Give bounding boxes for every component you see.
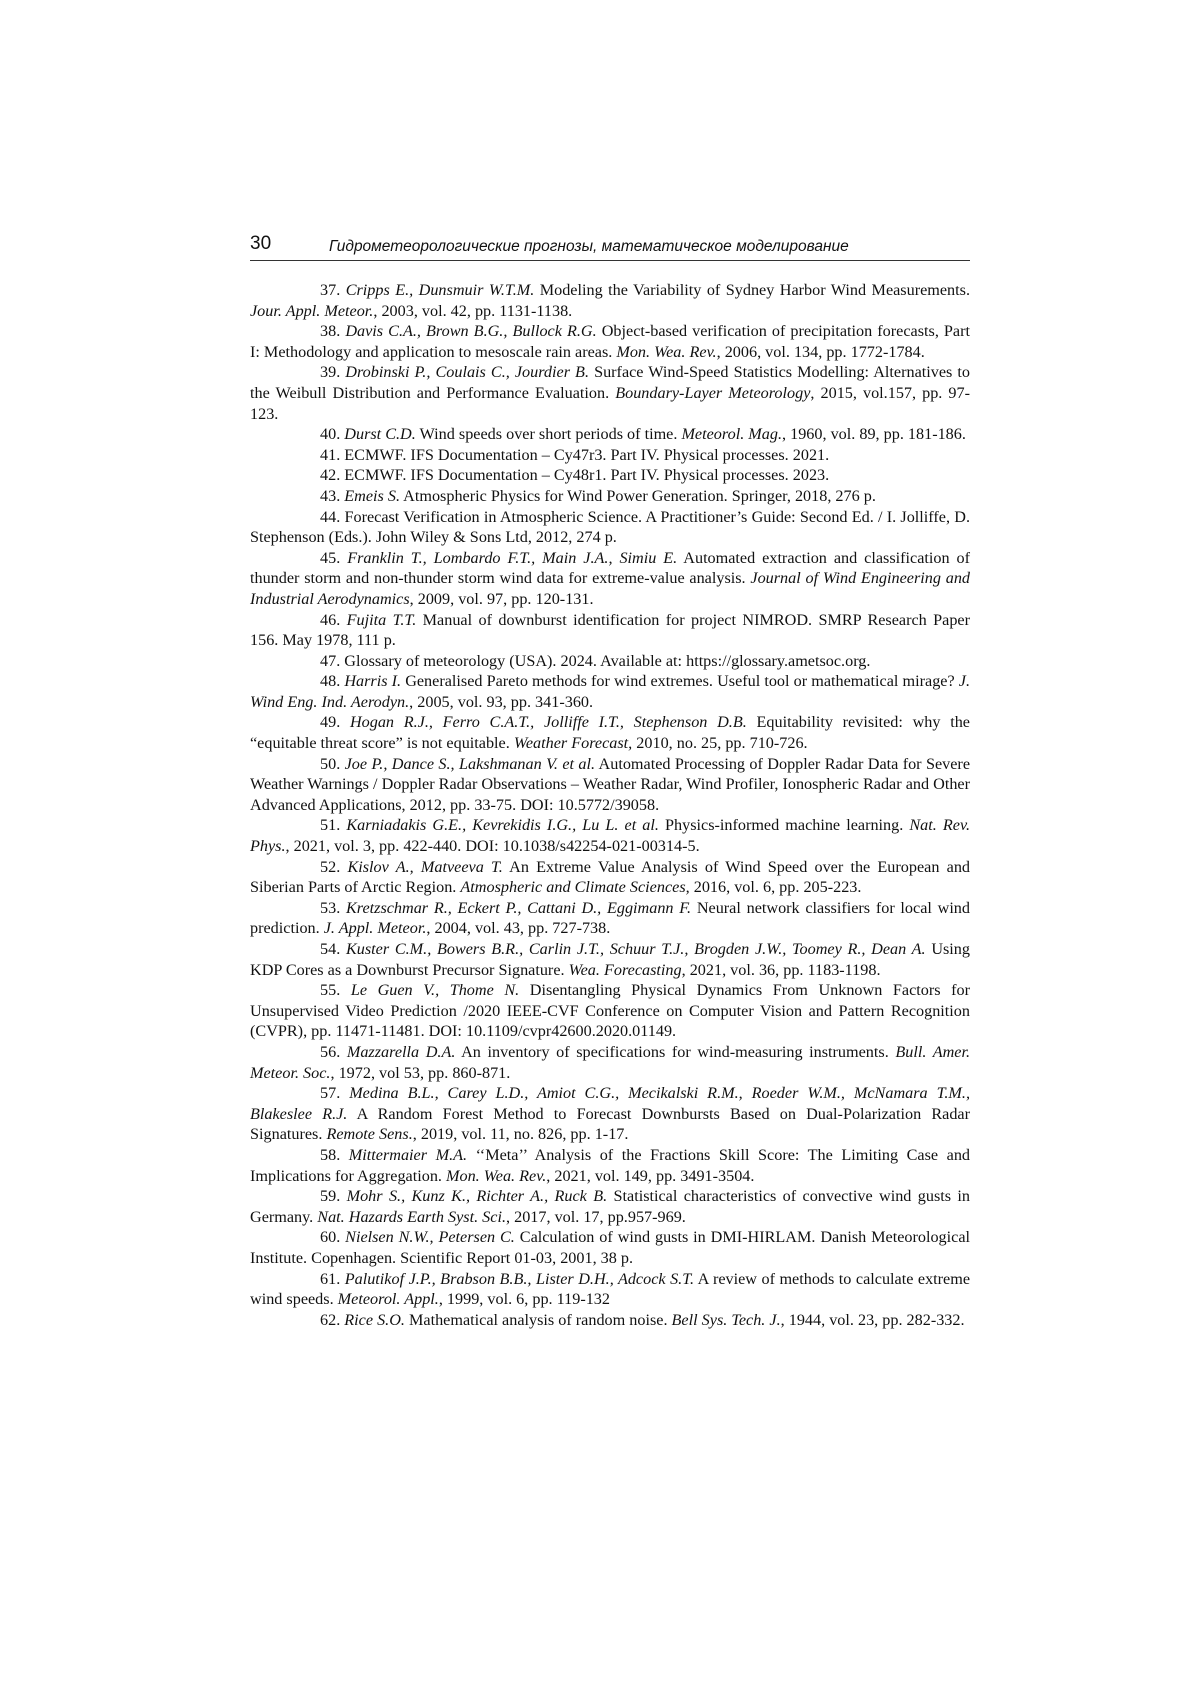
reference-authors: Cripps E., Dunsmuir W.T.M. [345, 281, 535, 299]
reference-authors: Emeis S. [344, 486, 401, 505]
reference-source: Boundary-Layer Meteorology [615, 383, 811, 402]
reference-title: Wind speeds over short periods of time. [415, 425, 682, 444]
reference-title: ECMWF. IFS Documentation – Cy48r1. Part IV. Physical processes. 2023. [340, 466, 830, 485]
reference-title: Glossary of meteorology (USA). 2024. Available at: https://glossary.ametsoc.org. [340, 651, 871, 670]
reference-title: ECMWF. IFS Documentation – Cy47r3. Part IV. Physical processes. 2021. [340, 445, 830, 464]
reference-details: , 1999, vol. 6, pp. 119-132 [438, 1290, 610, 1309]
reference-item [250, 610, 970, 651]
reference-number: 37. [320, 281, 341, 299]
reference-item [250, 1310, 970, 1331]
reference-authors: Le Guen V., Thome N. [350, 981, 520, 1000]
reference-title: Mathematical analysis of random noise. [404, 1310, 672, 1329]
reference-item [250, 486, 970, 507]
reference-item [250, 980, 970, 1042]
reference-number: 48. [320, 672, 341, 691]
reference-item [250, 754, 970, 816]
reference-number: 42. [320, 466, 341, 485]
reference-number: 45. [320, 548, 341, 567]
reference-number: 43. [320, 486, 341, 505]
reference-number: 50. [320, 754, 341, 773]
reference-details: , 1960, vol. 89, pp. 181-186. [782, 425, 966, 444]
reference-item [250, 857, 970, 898]
reference-source: Meteorol. Appl. [337, 1290, 439, 1309]
page-header [250, 233, 970, 261]
reference-details: , 2021, vol. 3, pp. 422-440. DOI: 10.1038/s42254-021-00314-5. [285, 837, 700, 856]
reference-item [250, 280, 970, 321]
reference-authors: Karniadakis G.E., Kevrekidis I.G., Lu L. et al. [346, 816, 659, 835]
reference-item [250, 1145, 970, 1186]
reference-details: , 2003, vol. 42, pp. 1131-1138. [373, 301, 573, 320]
reference-item [250, 815, 970, 856]
reference-item [250, 1186, 970, 1227]
reference-item [250, 424, 970, 445]
reference-authors: Kislov A., Matveeva T. [347, 857, 503, 876]
reference-title: Neural network classifiers for local wind prediction. [250, 898, 970, 938]
reference-item [250, 548, 970, 610]
reference-source: Journal of Wind Engineering and Industrial Aerodynamics [250, 569, 971, 608]
reference-title: Automated extraction and classification of thunder storm and non-thunder storm wind data for extreme-value analysis. [250, 548, 971, 588]
reference-authors: Rice S.O. [344, 1310, 405, 1329]
reference-details: 2016, vol. 6, pp. 205-223. [689, 878, 862, 897]
reference-source: Remote Sens. [326, 1125, 413, 1144]
reference-title: Physics-informed machine learning. [658, 816, 910, 835]
reference-source: J. Appl. Meteor. [323, 919, 427, 938]
reference-source: Wea. Forecasting [568, 960, 682, 979]
reference-item [250, 671, 970, 712]
reference-details: , 2005, vol. 93, pp. 341-360. [409, 692, 594, 711]
reference-authors: Mohr S., Kunz K., Richter A., Ruck B. [346, 1187, 608, 1206]
reference-title: ‘‘Meta’’ Analysis of the Fractions Skill Score: The Limiting Case and Implications for Aggregation. [250, 1145, 971, 1185]
reference-item [250, 939, 970, 980]
reference-item [250, 465, 970, 486]
reference-item [250, 712, 970, 753]
reference-title: An inventory of specifications for wind-measuring instruments. [455, 1042, 896, 1061]
reference-details: , 1972, vol 53, pp. 860-871. [330, 1063, 511, 1082]
reference-source: J. Wind Eng. Ind. Aerodyn. [250, 672, 970, 711]
reference-source: Nat. Hazards Earth Syst. Sci. [317, 1207, 506, 1226]
reference-details: , 2021, vol. 36, pp. 1183-1198. [681, 960, 881, 979]
reference-title: Object-based verification of precipitation forecasts, Part I: Methodology and application to mesoscale rain areas. [250, 322, 971, 361]
reference-title: Forecast Verification in Atmospheric Science. A Practitioner’s Guide: Second Ed. / I. Jolliffe, D. Stephenson (Eds.). John Wiley & Sons Ltd, 2012, 274 p. [250, 507, 970, 547]
reference-number: 53. [320, 898, 341, 917]
reference-item [250, 321, 970, 362]
reference-authors: Kretzschmar R., Eckert P., Cattani D., Eggimann F. [345, 898, 692, 917]
reference-item [250, 445, 970, 466]
reference-item [250, 1042, 970, 1083]
reference-item [250, 1269, 970, 1310]
reference-authors: Mazzarella D.A. [346, 1042, 456, 1061]
reference-details: , 2009, vol. 97, pp. 120-131. [409, 589, 594, 608]
reference-item [250, 507, 970, 548]
reference-item [250, 651, 970, 672]
reference-authors: Mittermaier M.A. [348, 1145, 468, 1164]
reference-title: Atmospheric Physics for Wind Power Generation. Springer, 2018, 276 p. [400, 486, 876, 505]
reference-details: , 1944, vol. 23, pp. 282-332. [780, 1310, 965, 1329]
reference-number: 44. [320, 507, 341, 526]
running-title: Гидрометеорологические прогнозы, математическое моделирование [329, 238, 849, 255]
reference-source: Jour. Appl. Meteor. [250, 301, 374, 320]
reference-item [250, 1227, 970, 1268]
reference-source: Bell Sys. Tech. J. [671, 1310, 781, 1329]
reference-number: 60. [320, 1228, 341, 1247]
reference-authors: Hogan R.J., Ferro C.A.T., Jolliffe I.T., Stephenson D.B. [349, 713, 747, 732]
reference-details: , 2019, vol. 11, no. 826, pp. 1-17. [412, 1125, 629, 1144]
reference-authors: Durst C.D. [344, 425, 416, 444]
reference-details: , 2017, vol. 17, pp.957-969. [506, 1207, 686, 1226]
reference-authors: Kuster C.M., Bowers B.R., Carlin J.T., Schuur T.J., Brogden J.W., Toomey R., Dean A. [345, 940, 926, 958]
reference-number: 58. [320, 1145, 341, 1164]
reference-authors: Nielsen N.W., Petersen C. [345, 1228, 515, 1247]
reference-number: 61. [320, 1269, 341, 1288]
reference-title: A review of methods to calculate extreme wind speeds. [250, 1269, 971, 1309]
reference-title: An Extreme Value Analysis of Wind Speed over the European and Siberian Parts of Arctic Region. [250, 857, 971, 897]
reference-title: Calculation of wind gusts in DMI-HIRLAM. Danish Meteorological Institute. Copenhagen. Scientific Report 01-03, 2001, 38 p. [250, 1228, 971, 1267]
reference-number: 56. [320, 1042, 341, 1061]
reference-details: 2010, no. 25, pp. 710-726. [632, 734, 808, 753]
reference-title: A Random Forest Method to Forecast Downbursts Based on Dual-Polarization Radar Signatures. [250, 1104, 970, 1144]
reference-details: , 2021, vol. 149, pp. 3491-3504. [546, 1166, 755, 1185]
reference-number: 52. [320, 857, 341, 876]
reference-number: 54. [320, 940, 341, 958]
reference-source: Atmospheric and Climate Sciences, [460, 878, 690, 897]
reference-title: Surface Wind-Speed Statistics Modelling: Alternatives to the Weibull Distribution and Performance Evaluation. [250, 363, 970, 402]
reference-number: 38. [320, 322, 341, 341]
page-number: 30 [250, 233, 272, 254]
reference-item [250, 362, 970, 424]
reference-number: 59. [320, 1187, 341, 1206]
reference-title: Automated Processing of Doppler Radar Data for Severe Weather Warnings / Doppler Radar Observations – Weather Radar, Wind Profiler, Ionospheric Radar and Other Advanced Applications, 2012, pp. 33-75. DOI: 10.5772/39058. [250, 754, 971, 814]
reference-title: Equitability revisited: why the “equitable threat score” is not equitable. [250, 713, 970, 753]
reference-authors: Fujita T.T. [346, 610, 417, 629]
reference-title: Generalised Pareto methods for wind extremes. Useful tool or mathematical mirage? [401, 672, 959, 691]
reference-details: , 2015, vol.157, pp. 97-123. [250, 383, 970, 423]
reference-title: Disentangling Physical Dynamics From Unknown Factors for Unsupervised Video Prediction /2020 IEEE-CVF Conference on Computer Vision and Pattern Recognition (CVPR), pp. 11471-11481. DOI: 10.1109/cvpr42600.2020.01149. [250, 981, 970, 1041]
reference-authors: Harris I. [344, 672, 402, 691]
reference-authors: Drobinski P., Coulais C., Jourdier B. [345, 363, 589, 382]
reference-number: 62. [320, 1310, 341, 1329]
reference-authors: Palutikof J.P., Brabson B.B., Lister D.H., Adcock S.T. [344, 1269, 695, 1288]
reference-details: , 2006, vol. 134, pp. 1772-1784. [716, 342, 925, 361]
reference-title: Using KDP Cores as a Downburst Precursor Signature. [250, 940, 970, 979]
reference-number: 49. [320, 713, 341, 732]
reference-authors: Joe P., Dance S., Lakshmanan V. et al. [344, 754, 596, 773]
reference-source: Mon. Wea. Rev. [616, 342, 717, 361]
reference-authors: Franklin T., Lombardo F.T., Main J.A., Simiu E. [347, 548, 678, 567]
reference-item [250, 1083, 970, 1145]
reference-source: Mon. Wea. Rev. [446, 1166, 547, 1185]
reference-number: 51. [320, 816, 341, 835]
reference-authors: Davis C.A., Brown B.G., Bullock R.G. [345, 322, 597, 341]
reference-source: Nat. Rev. Phys. [250, 816, 970, 856]
reference-source: Weather Forecast, [513, 734, 633, 753]
reference-number: 41. [320, 445, 341, 464]
reference-source: Bull. Amer. Meteor. Soc. [250, 1042, 971, 1082]
reference-number: 55. [320, 981, 341, 1000]
reference-title: Manual of downburst identification for project NIMROD. SMRP Research Paper 156. May 1978, 111 p. [250, 610, 971, 650]
reference-item [250, 898, 970, 939]
reference-title: Statistical characteristics of convective wind gusts in Germany. [250, 1187, 970, 1226]
reference-authors: Medina B.L., Carey L.D., Amiot C.G., Mecikalski R.M., Roeder W.M., McNamara T.M., Blakeslee R.J. [250, 1084, 970, 1123]
reference-number: 57. [320, 1084, 341, 1103]
reference-number: 46. [320, 610, 341, 629]
reference-number: 40. [320, 425, 341, 444]
reference-source: Meteorol. Mag. [681, 425, 783, 444]
reference-list [250, 280, 970, 1330]
reference-number: 39. [320, 363, 341, 382]
reference-number: 47. [320, 651, 341, 670]
reference-details: , 2004, vol. 43, pp. 727-738. [426, 919, 611, 938]
reference-title: Modeling the Variability of Sydney Harbor Wind Measurements. [534, 281, 970, 299]
